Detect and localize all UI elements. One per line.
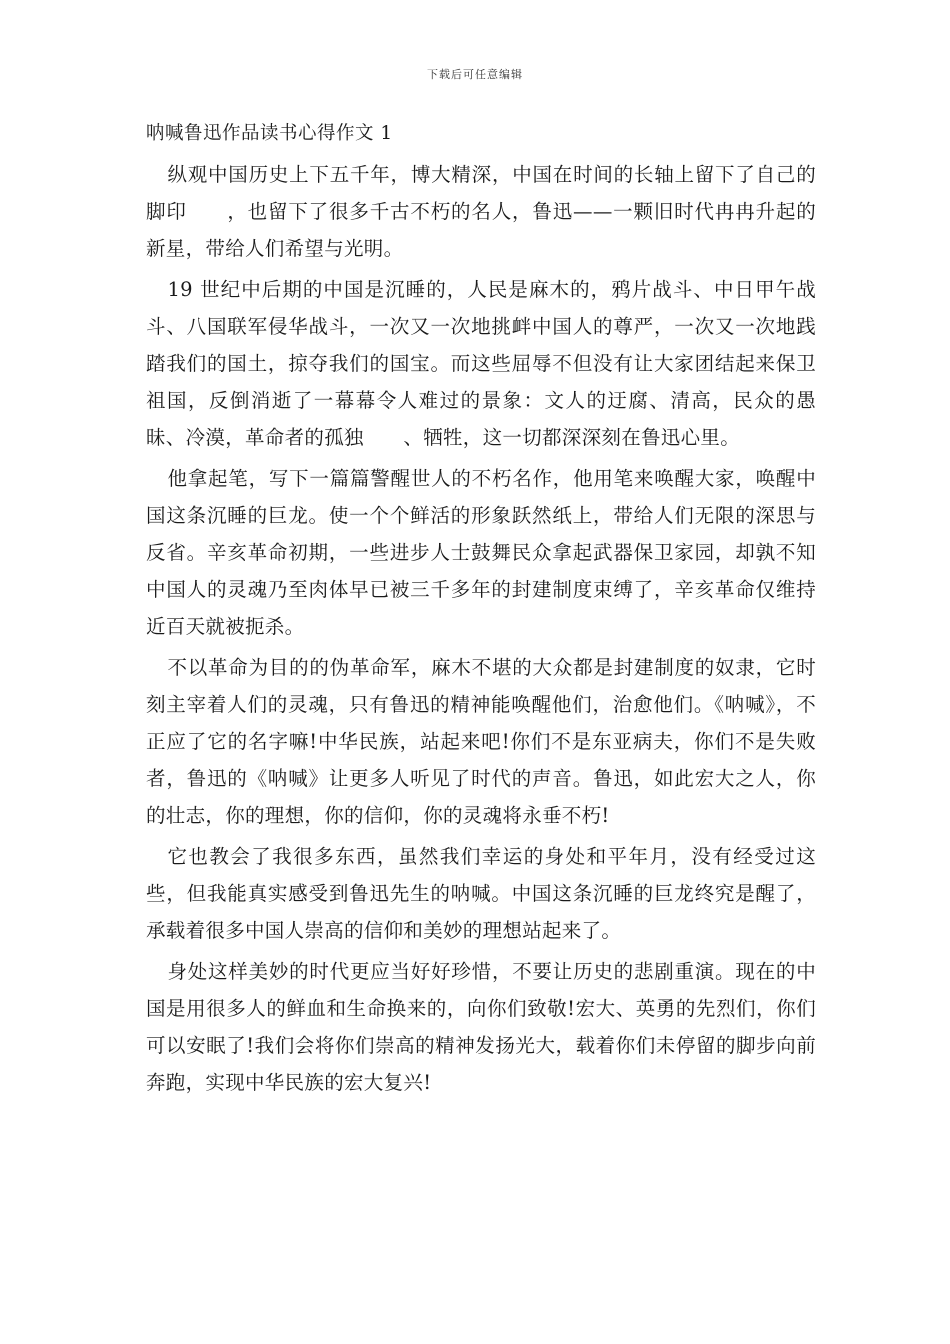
paragraph-4: 不以革命为目的的伪革命军，麻木不堪的大众都是封建制度的奴隶，它时刻主宰着人们的灵魂，只有鲁迅的精神能唤醒他们，治愈他们。《呐喊》，不正应了它的名字嘛!中华民族，站起来吧!你们不是东亚病夫，你们不是失败者，鲁迅的《呐喊》让更多人听见了时代的声音。鲁迅，如此宏大之人，你的壮志，你的理想，你的信仰，你的灵魂将永垂不朽! [146,656,816,827]
paragraph-1: 纵观中国历史上下五千年，博大精深，中国在时间的长轴上留下了自己的脚印 ，也留下了很多千古不朽的名人，鲁迅——一颗旧时代冉冉升起的新星，带给人们希望与光明。 [146,163,816,260]
paragraph-2: 19 世纪中后期的中国是沉睡的，人民是麻木的，鸦片战斗、中日甲午战斗、八国联军侵华战斗，一次又一次地挑衅中国人的尊严，一次又一次地践踏我们的国土，掠夺我们的国宝。而这些屈辱不但没有让大家团结起来保卫祖国，反倒消逝了一幕幕令人难过的景象：文人的迂腐、清高，民众的愚昧、冷漠，革命者的孤独 、牺牲，这一切都深深刻在鲁迅心里。 [146,278,816,449]
paragraph-5: 它也教会了我很多东西，虽然我们幸运的身处和平年月，没有经受过这些，但我能真实感受到鲁迅先生的呐喊。中国这条沉睡的巨龙终究是醒了，承载着很多中国人崇高的信仰和美妙的理想站起来了。 [146,845,816,942]
paragraph-6: 身处这样美妙的时代更应当好好珍惜，不要让历史的悲剧重演。现在的中国是用很多人的鲜血和生命换来的，向你们致敬!宏大、英勇的先烈们，你们可以安眠了!我们会将你们崇高的精神发扬光大，载着你们未停留的脚步向前奔跑，实现中华民族的宏大复兴! [146,960,816,1094]
header-note: 下载后可任意编辑 [427,68,523,81]
document-title: 呐喊鲁迅作品读书心得作文 1 [146,123,393,144]
document-body [146,120,816,1105]
paragraph-3: 他拿起笔，写下一篇篇警醒世人的不朽名作，他用笔来唤醒大家，唤醒中国这条沉睡的巨龙。使一个个鲜活的形象跃然纸上，带给人们无限的深思与反省。辛亥革命初期，一些进步人士鼓舞民众拿起武器保卫家园，却孰不知中国人的灵魂乃至肉体早已被三千多年的封建制度束缚了，辛亥革命仅维持近百天就被扼杀。 [146,467,816,638]
